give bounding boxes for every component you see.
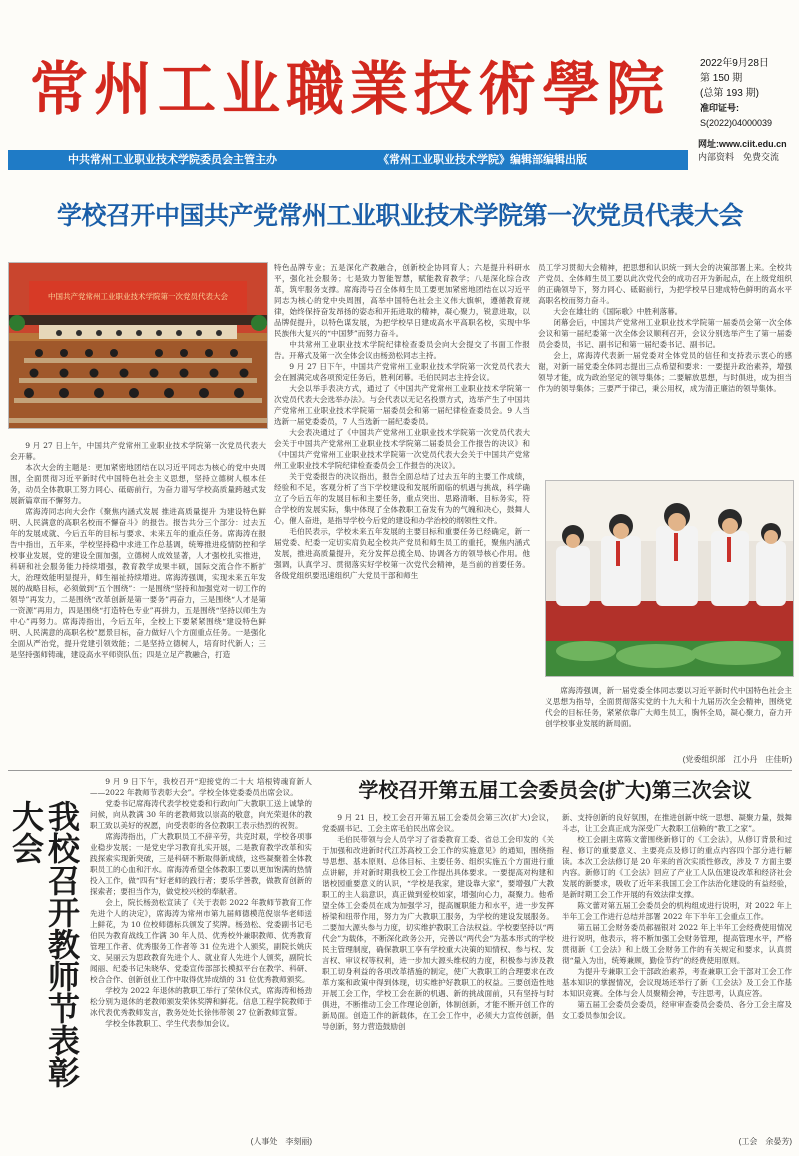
article2-credit: (人事处 李刻丽) <box>250 1137 312 1146</box>
banner-right: 《常州工业职业技术学院》编辑部编辑出版 <box>378 154 587 166</box>
banner-left: 中共常州工业职业技术学院委员会主管主办 <box>68 154 277 166</box>
issue-date: 2022年9月28日 <box>700 58 769 69</box>
license-label: 准印证号: <box>700 103 739 113</box>
article1-column1: 9 月 27 日上午，中国共产党常州工业职业技术学院第一次党员代表大会开幕。 本次大会的主题是：更加紧密地团结在以习近平同志为核心的党中央周围，全面贯彻习近平新时代中国特色社会主义思想，坚持立德树人根本任务，动员全体教职工努力同心、砥砺前行，为奋力谱写学校高质量跨越式发展新篇章而不懈努力。 席海涛同志向大会作《聚焦内涵式发展 推进高质量提升 为建设特色鲜明、人民满意的高职名校而不懈奋斗》的报告。报告共分三个部分：过去五年的发展成就、今后五年的目标与要求、未来五年的重点任务。席海涛在报告中指出，五年来，学校坚持稳中求进工作总基调，统筹推进疫情防控和学校事业发展，党的建设全面加强，立德树人成效显著，人才强校扎实推进，科研和社会服务能力持续增强，教育教学成果丰硕，国际交流合作不断扩大，治理效能明显提升，师生福祉持续增进。席海涛强调，实现未来五年发展的战略目标，必须做到“五个围绕”：一是围绕“坚持和加强党对一切工作的领导”再发力，二是围绕“改革创新是第一要务”再奋力，三是围绕“人才是第一资源”再用力，四是围绕“打造特色专业”再拼力，五是围绕“坚持以师生为中心”再努力。席海涛指出，今后五年，全校上下要紧紧围绕“建设特色鲜明、人民满意的高职名校”愿景目标，奋力做好八个方面重点任务。一是强化全面从严治党，提升党建引领效能；二是坚持立德树人，培育时代新人；三是坚持强师铸魂，建设高水平师资队伍；四是立足产教融合，打造 <box>10 441 266 659</box>
issue-info <box>700 56 796 131</box>
issue-total: (总第 193 期) <box>700 88 759 99</box>
site-note <box>698 138 796 164</box>
article3-headline: 学校召开第五届工会委员会(扩大)第三次会议 <box>358 780 752 802</box>
article2-headline: 我校召开教师节表彰大会 <box>8 800 80 1088</box>
conference-hall-photo <box>8 262 268 429</box>
article3-column2: 新、支持创新的良好氛围，在推进创新中统一思想、凝聚力量，鼓舞斗志，让工会真正成为深受广大教职工信赖的“教工之家”。 校工会副主席陈文蕾围绕新修订的《工会法》，从修订背景和过程、修订的重要意义、主要亮点及修订的重点内容四个部分进行解读。本次工会法修订是 20 年来的首次实质性修改，涉及 7 方面主要内容。新修订的《工会法》回应了产业工人队伍建设改革和经济社会发展的新要求，吸收了近年来我国工会工作法治化建设的有益经验，是新时期工会工作开展的有效法律支撑。 陈文蕾对第五届工会委员会的机构组成进行说明，对 2022 年上半年工会工作进行总结并部署 2022 年下半年工会重点工作。 第五届工会财务委员郝福银对 2022 年上半年工会经费使用情况进行说明，他表示，将不断加强工会财务管理，提高管理水平，严格贯彻新《工会法》和上级工会财务工作的有关规定和要求，认真贯彻“量入为出，统筹兼顾，勤俭节约”的经费使用原则。 为提升专兼职工会干部政治素养，考查兼职工会干部对工会工作基本知识的掌握情况，会议现场还举行了新《工会法》及工会工作基本知识竞赛。全体与会人员聚精会神，专注思考，认真应答。 第五届工会委员会委员，经审审查委员会委员、各分工会主席及女工委员参加会议。 <box>562 813 792 1020</box>
article3-column1: 9 月 21 日，校工会召开第五届工会委员会第三次(扩大)会议，党委副书记、工会主席毛伯民出席会议。 毛伯民带领与会人员学习了省委教育工委、省总工会印发的《关于加强和改进新时代江苏高校工会工作的实施意见》的通知，围绕指导思想、基本原则、总体目标、主要任务、组织实施五个方面进行重点讲解，并对新时期我校工会工作提出具体要求。一要提高对构建和谐校园重要意义的认识，“学校是我家，建设靠大家”，要增强广大教职工的主人翁意识，真正做到爱校如家，增强向心力，凝聚力。他希望全体工会委员在成为加强学习，提高履职能力和水平，进一步发挥桥梁和纽带作用，努力为广大教职工服务，为学校的建设发展服务。二要加大源头参与力度，切实维护教职工合法权益。学校要坚持以“两代会”为载体，不断深化政务公开，完善以“两代会”为基本形式的学校民主管理制度，确保教职工享有学校重大决策的知情权、参与权、发言权、审议权等权利，进一步加大源头维权的力度，积极参与涉及教职工切身利益的各项改革措施的制定，使广大教职工的合理要求在改革方案和政策中得到体现，切实维护好教职工的权益。三要创造性地开展工会工作，学校工会在新的机遇、新的挑战面前，只有坚持与时俱进，不断推动工会工作理论创新，体制创新，才能不断开创工作的新局面。创造工作的新载体，在工会工作中，必须大力宣传创新，倡导创新，努力营造鼓励创 <box>322 813 554 1031</box>
publisher-banner <box>8 150 688 170</box>
internal-note: 内部资料 免费交流 <box>698 152 780 162</box>
article1-column3: 员工学习贯彻大会精神，把思想和认识统一到大会的决策部署上来。全校共产党员、全体师生员工要以此次党代会的成功召开为新起点，在上级党组织的正确领导下，努力同心、砥砺前行，为把学校早日建成特色鲜明的高水平高职名校而努力奋斗。 大会在雄壮的《国际歌》中胜利落幕。 闭幕会后，中国共产党常州工业职业技术学院第一届委员会第一次全体会议和第一届纪委第一次全体会议顺利召开，会议分别选举产生了第一届委员会委员，书记、副书记和第一届纪委书记、副书记。 会上，席海涛代表新一届党委对全体党员的信任和支持表示衷心的感谢，对新一届党委全体同志提出三点希望和要求：一要提升政治素养，增强领导才能，成为政治坚定的领导集体；二要解放思想，与时俱进，成为担当作为的领导集体；三要严于律己，秉公用权，成为清正廉洁的领导集体。 <box>538 263 792 393</box>
article2-body: 9 月 9 日下午，我校召开“迎接党的二十大 培根铸魂育新人——2022 年教师节表彰大会”。学校全体党委委员出席会议。 党委书记席海涛代表学校党委和行政向广大教职工送上诚挚的问候，向从教满 30 年的老教师致以崇高的敬意，向光荣退休的教职工致以美好的祝愿，向受表彰的各位教职工表示热烈的祝贺。 席海涛指出，广大教职员工不辞辛劳，共克时艰，学校各项事业稳步发展；一是党史学习教育扎实开展，二是教育教学改革和实践探索实现新突破，三是科研不断取得新成绩，这些凝聚着全体教职员工的心血和汗水。席海涛希望全体教职工要以更加饱满的热情投入工作，做“四有”好老师的践行者；要乐学善教，做教育创新的探索者；要担当作为，做党校兴校的奉献者。 会上，院长杨劲松宣读了《关于表彰 2022 年教师节教育工作先进个人的决定》，席海涛为常州市第九届师德模范倪崇华老师送上鲜花，为 10 位校师德标兵颁发了奖牌。杨劲松、党委副书记毛伯民为教育战线工作满 30 年人员、优秀校外兼职教师、优秀教育管理工作者、优秀服务工作者等 31 位先进个人颁奖，副院长姚庆文、吴丽云为思政教育先进个人、就业育人先进个人颁奖，副院长闻丽、纪委书记朱晓华、党委宣传部部长模拟平台在教学、科研、校合合作、创新创业工作中取得优异成绩的 31 位优秀教师颁奖。 学校为 2022 年退休的教职工举行了荣休仪式，席海涛和杨劲松分别为退休的老教师颁发荣休奖牌和鲜花。信息工程学院教师于冰代表优秀教师发言，教务处处长徐伟带领 27 位新教师宣誓。 学校全体教职工、学生代表参加会议。 <box>90 777 312 1028</box>
article1-column2: 特色品牌专业；五是深化产教融合，创新校企协同育人；六是提升科研水平，强化社会服务；七是致力智能智慧，赋能教育教学；八是深化综合改革，筑牢服务支撑。席海涛号召全体师生员工要更加紧密地团结在以习近平同志为核心的党中央周围，高举中国特色社会主义伟大旗帜，遵循教育规律，始终保持奋发昂扬的姿态和开拓进取的精神，凝心聚力，锐意进取，以品牌促提升，以特色谋发展，为把学校早日建成高水平高职名校，实现中华民族伟大复兴的“中国梦”而努力奋斗。 中共常州工业职业技术学院纪律检查委员会向大会提交了书面工作报告。开幕式及第一次全体会议由杨劲松同志主持。 9 月 27 日下午，中国共产党常州工业职业技术学院第一次党员代表大会在圆满完成各项预定任务后，胜利闭幕。毛伯民同志主持会议。 大会以举手表决方式，通过了《中国共产党常州工业职业技术学院第一次党员代表大会选举办法》。与会代表以无记名投票方式，选举产生了中国共产党常州工业职业技术学院第一届委员会和第一届纪律检查委员会。9 人当选新一届党委委员，7 人当选新一届纪委委员。 大会表决通过了《中国共产党常州工业职业技术学院第一次党员代表大会关于中国共产党常州工业职业技术学院第二届委员会工作报告的决议》和《中国共产党常州工业职业技术学院第一次党员代表大会关于中国共产党常州工业职业技术学院纪律检查委员会工作报告的决议》。 关于党委报告的决议指出，报告全面总结了过去五年的主要工作成绩，经验和不足，客观分析了当下学校建设和发展所面临的机遇与挑战，科学确立了今后五年的发展目标和主要任务，重点突出、思路清晰、目标务实，符合学校的发展实际，集中体现了全体教职工奋发有为的气魄和决心，鼓舞人心，催人奋进，是指导学校今后党的建设和办学治校的纲领性文件。 毛伯民表示，学校未来五年发展的主要目标和重要任务已经确定，新一届党委、纪委一定切实肩负起全校共产党员和师生员工的重托，聚焦内涵式发展，推进高质量提升，充分发挥总揽全局、协调各方的领导核心作用。他强调，认真学习、贯彻落实好学校第一次党代会精神，是当前的首要任务。各级党组织要迅速组织广大党员干部和师生 <box>274 263 530 580</box>
section-divider <box>8 770 792 771</box>
hall-banner-text: 中国共产党常州工业职业技术学院第一次党员代表大会 <box>48 292 228 301</box>
voting-photo <box>545 480 794 677</box>
article3-credit: (工会 余晏芳) <box>738 1137 792 1146</box>
website-link[interactable]: 网址:www.ciit.edu.cn <box>698 139 787 149</box>
article1-credit: (党委组织部 江小丹 庄佳昕) <box>682 755 792 764</box>
issue-number: 第 150 期 <box>700 73 743 84</box>
article1-column3b: 席海涛强调，新一届党委全体同志要以习近平新时代中国特色社会主义思想为指导，全面贯彻落实党的十九大和十九届历次全会精神，围绕党代会的目标任务，紧紧依靠广大师生员工，胸怀全局，凝心聚力，奋力开创学校事业发展的新局面。 <box>545 686 792 728</box>
newspaper-masthead: 常州工业職業技術學院 <box>30 55 671 123</box>
main-headline: 学校召开中国共产党常州工业职业技术学院第一次党员代表大会 <box>56 202 743 230</box>
license-number: S(2022)04000039 <box>700 118 773 128</box>
